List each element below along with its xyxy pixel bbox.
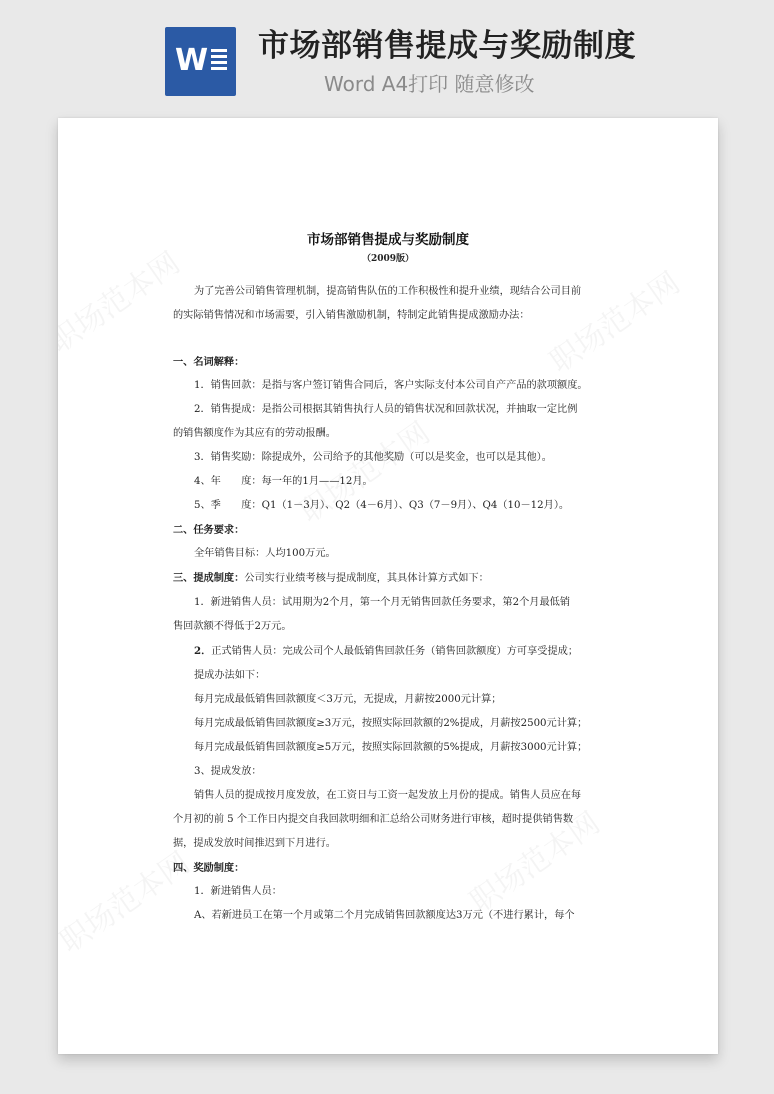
commission-item-line [173, 639, 603, 664]
document-title: 市场部销售提成与奖励制度 [307, 232, 469, 248]
commission-rule: 每月完成最低销售回款额度＜3万元，无提成，月薪按2000元计算； [194, 694, 502, 705]
header-title: 市场部销售提成与奖励制度 [258, 28, 636, 64]
intro-paragraph-line: 的实际销售情况和市场需要，引入销售激励机制，特制定此销售提成激励办法： [173, 310, 530, 321]
header-subtitle: Word A4打印 随意修改 [324, 72, 535, 96]
word-icon [165, 27, 236, 96]
payment-paragraph-line: 销售人员的提成按月度发放，在工资日与工资一起发放上月份的提成。销售人员应在每 [194, 790, 582, 801]
definition-item-continued: 的销售额度作为其应有的劳动报酬。 [173, 428, 336, 439]
commission-rule: 每月完成最低销售回款额度≥3万元，按照实际回款额的2%提成，月薪按2500元计算； [194, 718, 588, 729]
document-body [173, 231, 603, 928]
commission-rule: 每月完成最低销售回款额度≥5万元，按照实际回款额的5%提成，月薪按3000元计算； [194, 742, 588, 753]
section-heading-text: 公司实行业绩考核与提成制度，其具体计算方式如下： [244, 573, 489, 584]
section-heading: 三、提成制度： [173, 572, 245, 584]
definition-item: 5、季 度：Q1（1－3月）、Q2（4－6月）、Q3（7－9月）、Q4（10－12月）。 [194, 500, 570, 511]
definition-item: 1．销售回款：是指与客户签订销售合同后，客户实际支付本公司自产产品的款项额度。 [194, 380, 588, 391]
commission-item-number: 2． [194, 645, 212, 657]
commission-item: 正式销售人员：完成公司个人最低销售回款任务（销售回款额度）方可享受提成； [211, 646, 579, 657]
section-heading: 四、奖励制度： [173, 862, 245, 874]
payment-paragraph-line: 个月初的前 5 个工作日内提交自我回款明细和汇总给公司财务进行审核，超时提供销售数 [173, 814, 574, 825]
definition-item: 3．销售奖励：除提成外，公司给予的其他奖励（可以是奖金，也可以是其他）。 [194, 452, 552, 463]
reward-item: 1．新进销售人员： [194, 886, 282, 897]
section-heading: 一、名词解释： [173, 356, 245, 368]
definition-item: 2．销售提成：是指公司根据其销售执行人员的销售状况和回款状况，并抽取一定比例 [194, 404, 578, 415]
reward-item: A、若新进员工在第一个月或第二个月完成销售回款额度达3万元（不进行累计，每个 [194, 910, 575, 921]
commission-item-continued: 售回款额不得低于2万元。 [173, 621, 292, 632]
payment-paragraph-line: 据，提成发放时间推迟到下月进行。 [173, 838, 336, 849]
intro-paragraph-line: 为了完善公司销售管理机制，提高销售队伍的工作积极性和提升业绩，现结合公司目前 [194, 286, 582, 297]
section-heading-line [173, 566, 603, 591]
document-edition: （2009版） [361, 254, 415, 264]
definition-item: 4、年 度：每一年的1月——12月。 [194, 476, 373, 487]
header-banner [0, 0, 774, 118]
section-heading: 二、任务要求： [173, 524, 245, 536]
commission-method: 提成办法如下： [194, 670, 266, 681]
watermark [58, 239, 187, 361]
word-logo-letter: W [175, 43, 209, 78]
commission-item: 3、提成发放： [194, 766, 262, 777]
document-page [58, 118, 718, 1054]
target-line: 全年销售目标：人均100万元。 [194, 548, 336, 559]
commission-item: 1．新进销售人员：试用期为2个月，第一个月无销售回款任务要求，第2个月最低销 [194, 597, 571, 608]
word-logo-lines [211, 49, 227, 75]
